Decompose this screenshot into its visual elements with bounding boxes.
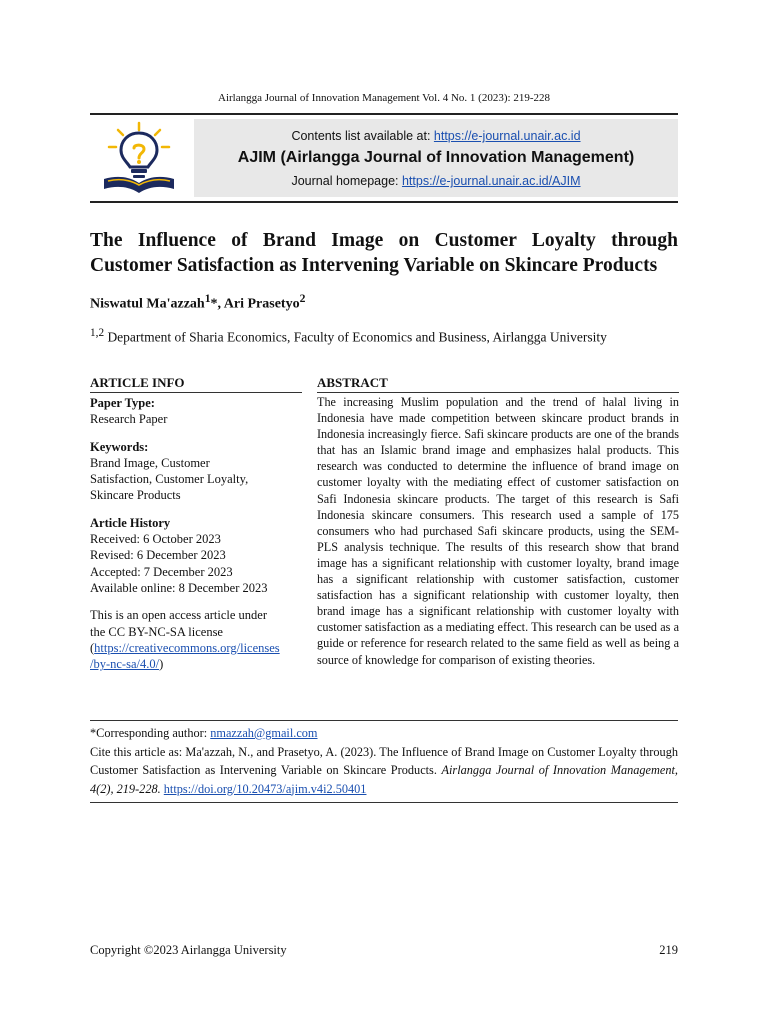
journal-info-box bbox=[194, 119, 678, 197]
license-url-line-1 bbox=[90, 640, 305, 656]
page-number: 219 bbox=[659, 943, 678, 957]
citation-box bbox=[90, 720, 678, 803]
journal-name: AJIM (Airlangga Journal of Innovation Management) bbox=[237, 149, 635, 166]
keywords-line-3: Skincare Products bbox=[90, 488, 181, 503]
keywords-line-1: Brand Image, Customer bbox=[90, 455, 210, 470]
title-line-2: Customer Satisfaction as Intervening Variable on Skincare Products bbox=[90, 255, 658, 276]
journal-banner bbox=[90, 113, 678, 203]
received-date: Received: 6 October 2023 bbox=[90, 532, 221, 547]
author-1: Niswatul Ma'azzah bbox=[90, 296, 205, 312]
revised-date: Revised: 6 December 2023 bbox=[90, 548, 226, 563]
paper-title bbox=[90, 228, 678, 278]
doi-link[interactable]: https://doi.org/10.20473/ajim.v4i2.50401 bbox=[163, 781, 367, 796]
author-1-affil: 1 bbox=[204, 292, 211, 305]
copyright-notice: Copyright ©2023 Airlangga University bbox=[90, 943, 287, 957]
affiliation-text: Department of Sharia Economics, Faculty of Economics and Business, Airlangga University bbox=[104, 329, 607, 345]
homepage-line bbox=[194, 174, 678, 188]
corresponding-author bbox=[90, 724, 678, 743]
accepted-date: Accepted: 7 December 2023 bbox=[90, 564, 233, 579]
article-info bbox=[90, 395, 305, 672]
contents-list-line bbox=[194, 129, 678, 143]
author-2: Ari Prasetyo bbox=[223, 296, 300, 312]
abstract-text: The increasing Muslim population and the trend of halal living in Indonesia have made competition between skincare product brands in Indonesia increasingly fierce. Safi skincare products are one of the brands that has an Islamic brand image and emphasizes halal products. This research was conducted to determine the influence of brand image on customer loyalty with the mediating effect of customer satisfaction on Safi Indonesia skincare products. The target of this research is Safi Indonesia skincare consumers. This research used a sample of 175 consumers who had purchased Safi skincare products, using the SEM-PLS analysis technique. The results of this research show that brand image has a significant relationship with customer loyalty, brand image has a significant relationship with customer satisfaction, customer satisfaction has a significant relationship with customer loyalty, then brand image has a significant relationship with customer loyalty with customer satisfaction as a mediating effect. This research can be used as a guide or reference for research related to the same field as well as being a source of knowledge for comparison of existing theories. bbox=[317, 395, 679, 667]
online-date: Available online: 8 December 2023 bbox=[90, 580, 268, 595]
license-link-part-2[interactable]: /by-nc-sa/4.0/ bbox=[90, 657, 160, 672]
license-line-2: the CC BY-NC-SA license bbox=[90, 624, 223, 639]
cite-text: Cite this article as: Ma'azzah, N., and Prasetyo, A. (2023). The Influence of Brand Image on Customer Loyalty through Customer Satisfaction as Intervening Variable on Skincare Products. bbox=[90, 744, 678, 777]
corresponding-label: *Corresponding author: bbox=[90, 726, 211, 740]
keywords-label: Keywords: bbox=[90, 439, 149, 454]
author-2-affil: 2 bbox=[299, 292, 306, 305]
cite-journal: Airlangga Journal of Innovation Management, 4(2), 219-228. bbox=[90, 763, 678, 796]
homepage-label: Journal homepage: bbox=[291, 174, 402, 188]
title-line-1: The Influence of Brand Image on Customer Loyalty through bbox=[90, 230, 678, 251]
license-link-part-1[interactable]: https://creativecommons.org/licenses bbox=[94, 640, 280, 655]
history-label: Article History bbox=[90, 515, 171, 530]
paper-type: Research Paper bbox=[90, 412, 168, 427]
author-list bbox=[90, 292, 305, 313]
article-info-heading: ARTICLE INFO bbox=[90, 375, 302, 393]
license-url-line-2 bbox=[90, 656, 305, 672]
author-1-mark: *, bbox=[210, 296, 224, 312]
license-close-paren: ) bbox=[159, 657, 164, 672]
abstract-heading: ABSTRACT bbox=[317, 375, 679, 393]
author-email-link[interactable]: nmazzah@gmail.com bbox=[210, 726, 318, 740]
contents-label: Contents list available at: bbox=[291, 129, 434, 143]
cite-as bbox=[90, 743, 678, 799]
homepage-link[interactable]: https://e-journal.unair.ac.id/AJIM bbox=[401, 174, 581, 188]
running-head: Airlangga Journal of Innovation Management Vol. 4 No. 1 (2023): 219-228 bbox=[218, 92, 550, 104]
lightbulb-book-logo-icon bbox=[96, 119, 182, 197]
affiliation bbox=[90, 327, 607, 346]
keywords-line-2: Satisfaction, Customer Loyalty, bbox=[90, 472, 249, 487]
affiliation-sup: 1,2 bbox=[90, 327, 105, 339]
paper-type-label: Paper Type: bbox=[90, 396, 155, 410]
license-open-paren: ( bbox=[90, 640, 95, 655]
license-line-1: This is an open access article under bbox=[90, 608, 268, 623]
contents-link[interactable]: https://e-journal.unair.ac.id bbox=[433, 129, 581, 143]
